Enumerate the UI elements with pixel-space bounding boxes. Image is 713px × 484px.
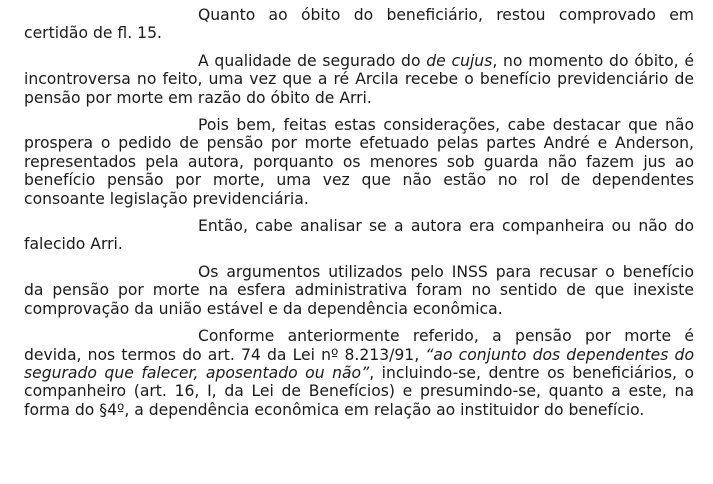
paragraph-death-certificate	[24, 6, 694, 43]
paragraph-inss-arguments	[24, 263, 694, 318]
law-quote-italic: “ao conjunto dos dependentes do segurado que falecer, aposentado ou não”	[24, 345, 694, 382]
paragraph-text: , incluindo-se, dentre os beneficiários, o companheiro (art. 16, I, da Lei de Benefícios) e presumindo-se, quanto a este, na forma do §4º, a dependência econômica em relação ao instituidor do benefício.	[24, 363, 695, 419]
paragraph-text: Quanto ao óbito do beneficiário, restou comprovado em certidão de fl. 15.	[24, 6, 694, 43]
paragraph-legal-basis	[24, 327, 694, 419]
paragraph-text: , no momento do óbito, é incontroversa no feito, uma vez que a ré Arcila recebe o benefício previdenciário de pensão por morte em razão do óbito de Arri.	[24, 51, 694, 107]
paragraph-text: Os argumentos utilizados pelo INSS para recusar o benefício da pensão por morte na esfera administrativa foram no sentido de que inexiste comprovação da união estável e da dependência econômica.	[24, 262, 694, 318]
paragraph-minors-under-custody	[24, 116, 694, 208]
paragraph-text: A qualidade de segurado do	[198, 51, 427, 70]
paragraph-insured-quality	[24, 52, 694, 107]
paragraph-text: Então, cabe analisar se a autora era companheira ou não do falecido Arri.	[24, 217, 694, 254]
latin-term-italic: de cujus	[426, 51, 493, 70]
paragraph-text: Pois bem, feitas estas considerações, cabe destacar que não prospera o pedido de pensão por morte efetuado pelas partes André e Anderson, representados pela autora, porquanto os menores sob guarda não fazem jus ao benefício pensão por morte, uma vez que não estão no rol de dependentes consoante legislação previdenciária.	[24, 116, 694, 208]
document-body	[24, 6, 694, 428]
paragraph-analysis-partner	[24, 217, 694, 254]
paragraph-text: Conforme anteriormente referido, a pensão por morte é devida, nos termos do art. 74 da Lei nº 8.213/91,	[24, 327, 694, 364]
